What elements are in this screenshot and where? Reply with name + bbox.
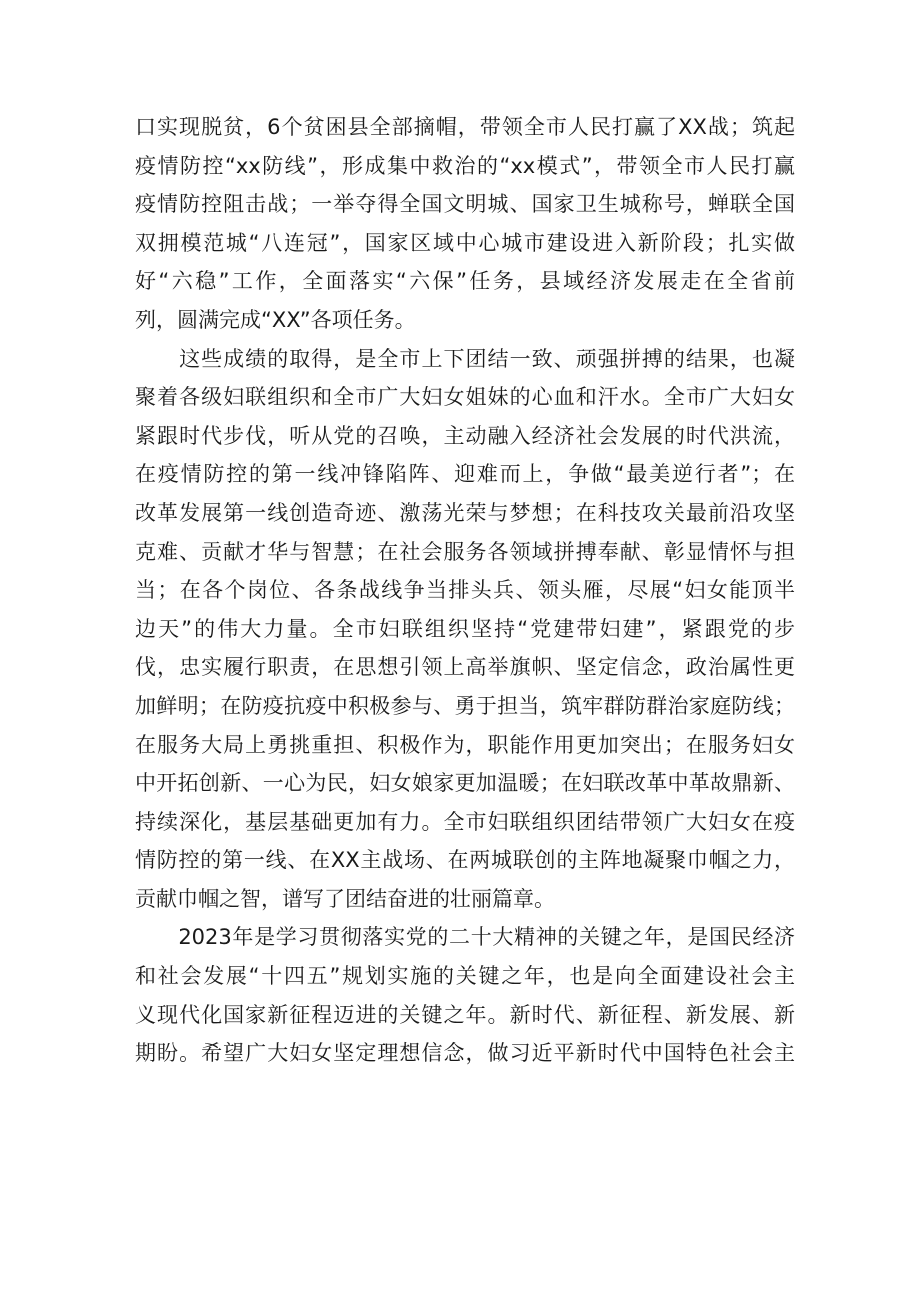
- paragraph-1: [135, 108, 795, 340]
- text-line: 当；在各个岗位、各条战线争当排头兵、领头雁，尽展“妇女能顶半: [135, 578, 795, 603]
- text-line: 改革发展第一线创造奇迹、激荡光荣与梦想；在科技攻关最前沿攻坚: [135, 500, 795, 525]
- text-line: 列，圆满完成“XX”各项任务。: [135, 307, 416, 332]
- text-line: 这些成绩的取得，是全市上下团结一致、顽强拼搏的结果，也凝: [135, 346, 795, 371]
- text-line: 在疫情防控的第一线冲锋陷阵、迎难而上，争做“最美逆行者”；在: [135, 462, 795, 487]
- text-line: 期盼。希望广大妇女坚定理想信念，做习近平新时代中国特色社会主: [135, 1041, 795, 1066]
- text-line: 双拥模范城“八连冠”，国家区域中心城市建设进入新阶段；扎实做: [135, 230, 795, 255]
- text-line: 紧跟时代步伐，听从党的召唤，主动融入经济社会发展的时代洪流，: [135, 423, 795, 448]
- text-line: 2023年是学习贯彻落实党的二十大精神的关键之年，是国民经济: [135, 925, 795, 950]
- text-line: 持续深化，基层基础更加有力。全市妇联组织团结带领广大妇女在疫: [135, 809, 795, 834]
- text-line: 贡献巾帼之智，谱写了团结奋进的壮丽篇章。: [135, 886, 555, 911]
- text-line: 在服务大局上勇挑重担、积极作为，职能作用更加突出；在服务妇女: [135, 732, 795, 757]
- text-line: 好“六稳”工作，全面落实“六保”任务，县域经济发展走在全省前: [135, 269, 795, 294]
- text-line: 克难、贡献才华与智慧；在社会服务各领域拼搏奉献、彰显情怀与担: [135, 539, 795, 564]
- text-line: 加鲜明；在防疫抗疫中积极参与、勇于担当，筑牢群防群治家庭防线；: [135, 693, 795, 718]
- text-line: 聚着各级妇联组织和全市广大妇女姐妹的心血和汗水。全市广大妇女: [135, 385, 795, 410]
- text-line: 疫情防控阻击战；一举夺得全国文明城、国家卫生城称号，蝉联全国: [135, 192, 795, 217]
- text-line: 和社会发展“十四五”规划实施的关键之年，也是向全面建设社会主: [135, 964, 795, 989]
- paragraph-2: [135, 340, 795, 919]
- text-line: 口实现脱贫，6个贫困县全部摘帽，带领全市人民打赢了XX战；筑起: [135, 115, 795, 139]
- text-line: 伐，忠实履行职责，在思想引领上高举旗帜、坚定信念，政治属性更: [135, 655, 795, 680]
- text-line: 疫情防控“xx防线”，形成集中救治的“xx模式”，带领全市人民打赢: [135, 153, 795, 178]
- text-line: 边天”的伟大力量。全市妇联组织坚持“党建带妇建”，紧跟党的步: [135, 616, 795, 641]
- text-line: 中开拓创新、一心为民，妇女娘家更加温暖；在妇联改革中革故鼎新、: [135, 771, 795, 796]
- document-body: [135, 108, 795, 1073]
- text-line: 义现代化国家新征程迈进的关键之年。新时代、新征程、新发展、新: [135, 1002, 795, 1027]
- paragraph-3: [135, 918, 795, 1072]
- text-line: 情防控的第一线、在XX主战场、在两城联创的主阵地凝聚巾帼之力，: [135, 848, 795, 873]
